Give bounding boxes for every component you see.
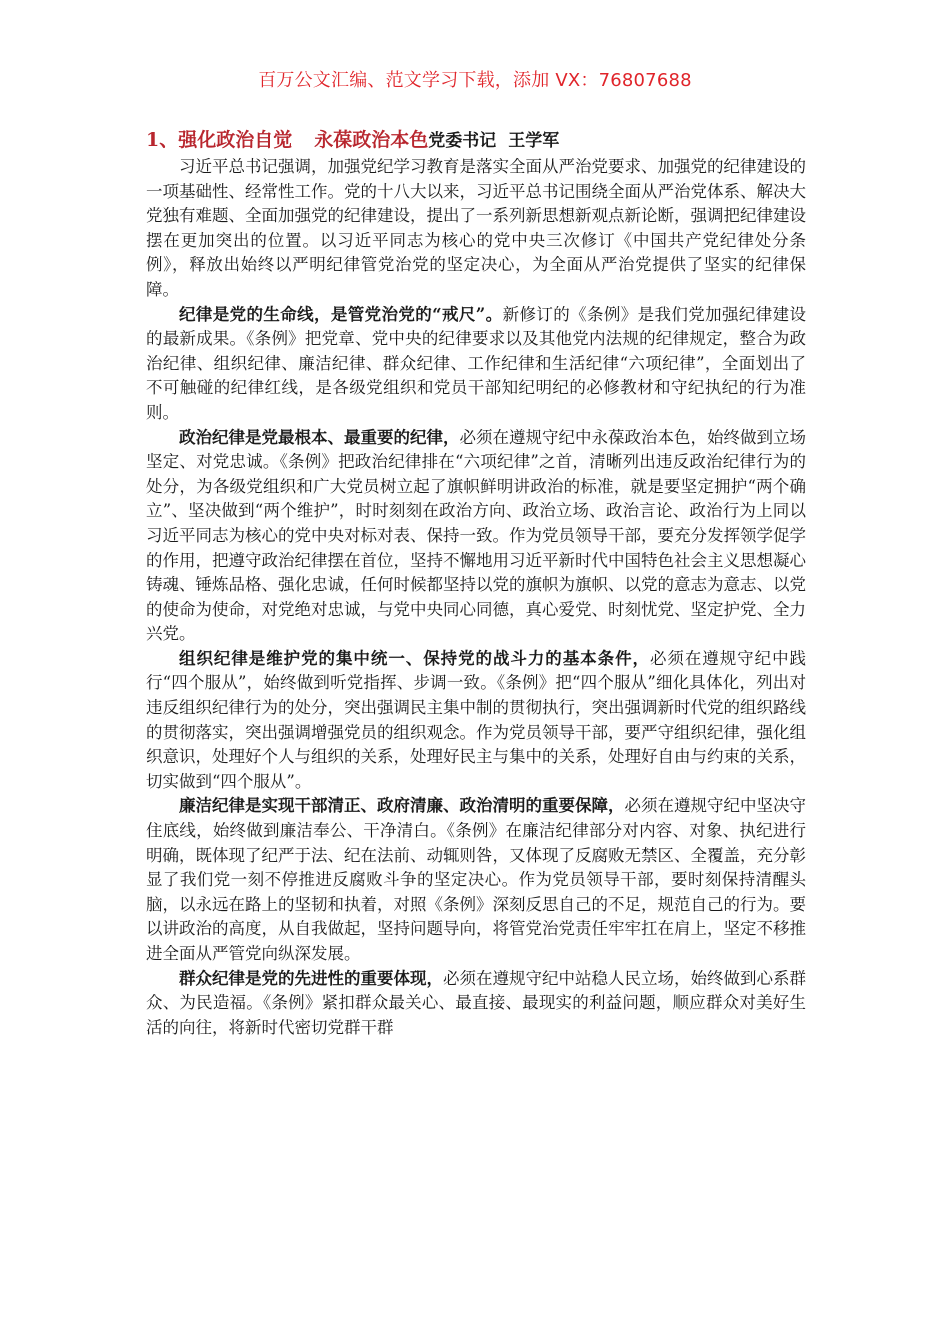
title-main-b: 永葆政治本色 (314, 129, 429, 151)
title-main-a: 1、强化政治自觉 (146, 129, 293, 151)
paragraph-discipline-lifeline (146, 303, 806, 426)
paragraph-integrity-discipline (146, 794, 806, 966)
paragraph-lead: 组织纪律是维护党的集中统一、保持党的战斗力的基本条件， (179, 648, 650, 668)
title-author-role: 党委书记 (428, 131, 497, 151)
paragraph-lead: 纪律是党的生命线，是管党治党的“戒尺”。 (179, 304, 503, 324)
paragraph-body: 必须在遵规守纪中永葆政治本色，始终做到立场坚定、对党忠诚。《条例》把政治纪律排在“六项纪律”之首，清晰列出违反政治纪律行为的处分，为各级党组织和广大党员树立起了旗帜鲜明讲政治的标准，就是要坚定拥护“两个确立”、坚决做到“两个维护”，时时刻刻在政治方向、政治立场、政治言论、政治行为上同以习近平同志为核心的党中央对标对表、保持一致。作为党员领导干部，要充分发挥领学促学的作用，把遵守政治纪律摆在首位，坚持不懈地用习近平新时代中国特色社会主义思想凝心铸魂、锤炼品格、强化忠诚，任何时候都坚持以党的旗帜为旗帜、以党的意志为意志、以党的使命为使命，对党绝对忠诚，与党中央同心同德，真心爱党、时刻忧党、坚定护党、全力兴党。 (146, 427, 806, 644)
paragraph-body: 习近平总书记强调，加强党纪学习教育是落实全面从严治党要求、加强党的纪律建设的一项基础性、经常性工作。党的十八大以来，习近平总书记围绕全面从严治党体系、解决大党独有难题、全面加强党的纪律建设，提出了一系列新思想新观点新论断，强调把纪律建设摆在更加突出的位置。以习近平同志为核心的党中央三次修订《中国共产党纪律处分条例》，释放出始终以严明纪律管党治党的坚定决心，为全面从严治党提供了坚实的纪律保障。 (146, 157, 806, 299)
paragraph-lead: 廉洁纪律是实现干部清正、政府清廉、政治清明的重要保障， (179, 796, 625, 816)
paragraph-mass-discipline (146, 967, 806, 1041)
paragraph-political-discipline (146, 426, 806, 647)
paragraph-lead: 政治纪律是党最根本、最重要的纪律， (179, 427, 460, 447)
article-title (146, 126, 806, 155)
paragraph-body: 必须在遵规守纪中坚决守住底线，始终做到廉洁奉公、干净清白。《条例》在廉洁纪律部分对内容、对象、执纪进行明确，既体现了纪严于法、纪在法前、动辄则咎，又体现了反腐败无禁区、全覆盖，充分彰显了我们党一刻不停推进反腐败斗争的坚定决心。作为党员领导干部，要时刻保持清醒头脑，以永远在路上的坚韧和执着，对照《条例》深刻反思自己的不足，规范自己的行为。要以讲政治的高度，从自我做起，坚持问题导向，将管党治党责任牢牢扛在肩上，坚定不移推进全面从严管党向纵深发展。 (146, 796, 806, 963)
article-body (146, 126, 806, 1040)
paragraph-body: 新修订的《条例》是我们党加强纪律建设的最新成果。《条例》把党章、党中央的纪律要求以及其他党内法规的纪律规定，整合为政治纪律、组织纪律、廉洁纪律、群众纪律、工作纪律和生活纪律“六项纪律”，全面划出了不可触碰的纪律红线，是各级党组织和党员干部知纪明纪的必修教材和守纪执纪的行为准则。 (146, 304, 807, 422)
paragraph-organizational-discipline (146, 647, 806, 795)
page-header-banner: 百万公文汇编、范文学习下载，添加 VX：76807688 (258, 70, 692, 91)
paragraph-body: 必须在遵规守纪中站稳人民立场，始终做到心系群众、为民造福。《条例》紧扣群众最关心、最直接、最现实的利益问题，顺应群众对美好生活的向往，将新时代密切党群干群 (146, 968, 806, 1037)
paragraph-lead: 群众纪律是党的先进性的重要体现， (179, 968, 443, 988)
title-author-name: 王学军 (508, 131, 560, 151)
paragraph-intro (146, 155, 806, 303)
paragraph-body: 必须在遵规守纪中践行“四个服从”，始终做到听党指挥、步调一致。《条例》把“四个服从”细化具体化，列出对违反组织纪律行为的处分，突出强调民主集中制的贯彻执行，突出强调新时代党的组织路线的贯彻落实，突出强调增强党员的组织观念。作为党员领导干部，要严守组织纪律，强化组织意识，处理好个人与组织的关系，处理好民主与集中的关系，处理好自由与约束的关系，切实做到“四个服从”。 (146, 648, 807, 791)
